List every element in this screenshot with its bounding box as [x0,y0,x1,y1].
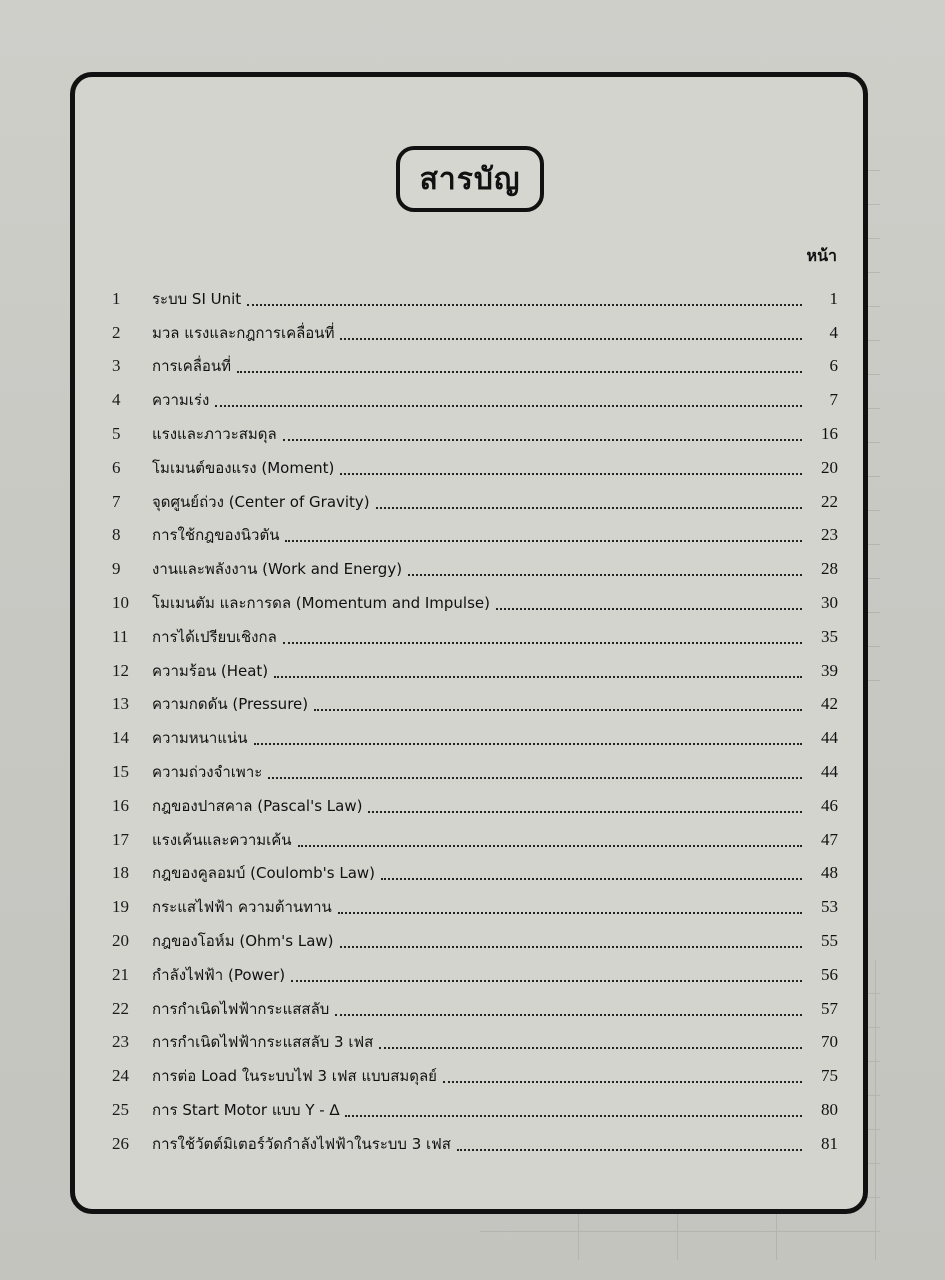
toc-entry-page: 75 [821,1066,838,1086]
toc-entry [104,1127,838,1161]
toc-entry [104,417,838,451]
toc-dot-leader [368,811,802,813]
toc-dot-leader [283,439,802,441]
toc-entry-number: 18 [112,863,129,883]
toc-entry [104,451,838,485]
toc-entry-title: แรงและภาวะสมดุล [152,425,277,444]
toc-entry-page: 55 [821,931,838,951]
table-of-contents [104,282,838,1161]
toc-dot-leader [340,338,802,340]
toc-entry-page: 57 [821,998,838,1018]
toc-entry-title: การใช้กฎของนิวตัน [152,526,280,545]
toc-dot-leader [314,709,802,711]
toc-entry-page: 22 [821,491,838,511]
toc-entry-title: การต่อ Load ในระบบไฟ 3 เฟส แบบสมดุลย์ [152,1067,437,1086]
page-title: สารบัญ [419,161,521,197]
toc-dot-leader [285,540,802,542]
toc-entry-number: 12 [112,660,129,680]
toc-entry [104,552,838,586]
toc-entry [104,282,838,316]
toc-entry-title: ความร้อน (Heat) [152,661,269,680]
toc-entry-title: การ Start Motor แบบ Y - ∆ [152,1101,340,1120]
toc-entry-number: 1 [112,288,121,308]
toc-entry-title: กฎของปาสคาล (Pascal's Law) [152,796,363,815]
toc-entry-page: 39 [821,660,838,680]
toc-dot-leader [379,1047,802,1049]
toc-entry-page: 35 [821,626,838,646]
toc-entry-title: ความเร่ง [152,391,210,410]
toc-entry-number: 7 [112,491,121,511]
toc-entry-page: 30 [821,593,838,613]
toc-dot-leader [291,980,802,982]
toc-entry-number: 3 [112,356,121,376]
toc-entry-number: 2 [112,322,121,342]
toc-dot-leader [247,304,802,306]
toc-dot-leader [345,1115,802,1117]
toc-entry-page: 70 [821,1032,838,1052]
toc-entry-page: 28 [821,559,838,579]
toc-entry-number: 17 [112,829,129,849]
toc-entry-number: 5 [112,424,121,444]
toc-entry-title: ความกดดัน (Pressure) [152,695,309,714]
toc-entry-page: 1 [829,288,838,308]
toc-entry-title: งานและพลังงาน (Work and Energy) [152,560,403,579]
toc-entry-page: 7 [829,390,838,410]
toc-entry-title: การได้เปรียบเชิงกล [152,627,277,646]
toc-entry-title: โมเมนต์ของแรง (Moment) [152,458,335,477]
toc-entry-page: 44 [821,762,838,782]
toc-entry-number: 8 [112,525,121,545]
toc-dot-leader [254,743,802,745]
toc-entry-page: 53 [821,897,838,917]
toc-entry-title: การใช้วัตต์มิเตอร์วัดกำลังไฟฟ้าในระบบ 3 เฟส [152,1134,451,1153]
toc-entry-number: 13 [112,694,129,714]
toc-entry-number: 15 [112,762,129,782]
toc-entry-number: 19 [112,897,129,917]
toc-dot-leader [340,946,802,948]
toc-dot-leader [338,912,802,914]
toc-entry [104,688,838,722]
toc-dot-leader [408,574,802,576]
toc-dot-leader [268,777,802,779]
toc-dot-leader [215,405,802,407]
toc-entry-title: ระบบ SI Unit [152,289,242,308]
toc-entry-title: จุดศูนย์ถ่วง (Center of Gravity) [152,492,370,511]
toc-dot-leader [283,642,802,644]
toc-entry-page: 42 [821,694,838,714]
toc-entry-page: 44 [821,728,838,748]
toc-entry [104,1093,838,1127]
toc-entry-title: ความถ่วงจำเพาะ [152,763,263,782]
toc-entry [104,992,838,1026]
toc-entry-title: การเคลื่อนที่ [152,357,232,376]
toc-entry-number: 20 [112,931,129,951]
toc-entry-title: กระแสไฟฟ้า ความต้านทาน [152,898,332,917]
title-box [396,146,544,212]
toc-entry-title: กฎของโอห์ม (Ohm's Law) [152,932,334,951]
toc-entry [104,755,838,789]
toc-entry-number: 14 [112,728,129,748]
toc-entry [104,823,838,857]
toc-entry [104,1026,838,1060]
toc-entry-page: 46 [821,795,838,815]
toc-entry-title: กฎของคูลอมบ์ (Coulomb's Law) [152,864,376,883]
toc-entry-page: 20 [821,457,838,477]
toc-entry-number: 25 [112,1100,129,1120]
toc-dot-leader [335,1014,802,1016]
toc-dot-leader [274,676,802,678]
toc-entry-page: 4 [829,322,838,342]
toc-entry-title: ความหนาแน่น [152,729,248,748]
toc-entry-number: 26 [112,1133,129,1153]
toc-entry-number: 11 [112,626,129,646]
toc-entry-page: 47 [821,829,838,849]
toc-entry [104,383,838,417]
toc-entry-page: 48 [821,863,838,883]
toc-entry-number: 23 [112,1032,129,1052]
toc-dot-leader [237,371,802,373]
toc-entry [104,721,838,755]
toc-entry [104,789,838,823]
toc-dot-leader [457,1149,802,1151]
toc-entry-page: 16 [821,424,838,444]
toc-entry-number: 22 [112,998,129,1018]
toc-entry-number: 6 [112,457,121,477]
toc-entry [104,350,838,384]
toc-entry-title: โมเมนตัม และการดล (Momentum and Impulse) [152,594,490,613]
toc-entry [104,586,838,620]
toc-entry-title: การกำเนิดไฟฟ้ากระแสสลับ 3 เฟส [152,1033,374,1052]
toc-entry-page: 6 [829,356,838,376]
toc-entry [104,890,838,924]
toc-entry-page: 81 [821,1133,838,1153]
toc-dot-leader [443,1081,802,1083]
toc-entry [104,1059,838,1093]
toc-entry [104,958,838,992]
toc-entry [104,654,838,688]
toc-dot-leader [496,608,802,610]
toc-entry-title: มวล แรงและกฎการเคลื่อนที่ [152,323,335,342]
toc-entry-page: 23 [821,525,838,545]
toc-dot-leader [340,473,802,475]
toc-entry [104,316,838,350]
toc-dot-leader [376,507,802,509]
toc-entry-number: 4 [112,390,121,410]
toc-entry-number: 21 [112,964,129,984]
toc-entry-number: 16 [112,795,129,815]
toc-entry [104,485,838,519]
toc-entry-title: การกำเนิดไฟฟ้ากระแสสลับ [152,999,330,1018]
toc-entry [104,519,838,553]
toc-entry-number: 10 [112,593,129,613]
toc-entry-number: 24 [112,1066,129,1086]
toc-dot-leader [381,878,802,880]
toc-entry-title: กำลังไฟฟ้า (Power) [152,965,286,984]
toc-entry-page: 56 [821,964,838,984]
toc-entry [104,620,838,654]
toc-entry-number: 9 [112,559,121,579]
page-column-header: หน้า [806,246,837,265]
toc-entry-title: แรงเค้นและความเค้น [152,830,292,849]
toc-entry-page: 80 [821,1100,838,1120]
toc-dot-leader [298,845,802,847]
toc-entry [104,924,838,958]
toc-entry [104,857,838,891]
